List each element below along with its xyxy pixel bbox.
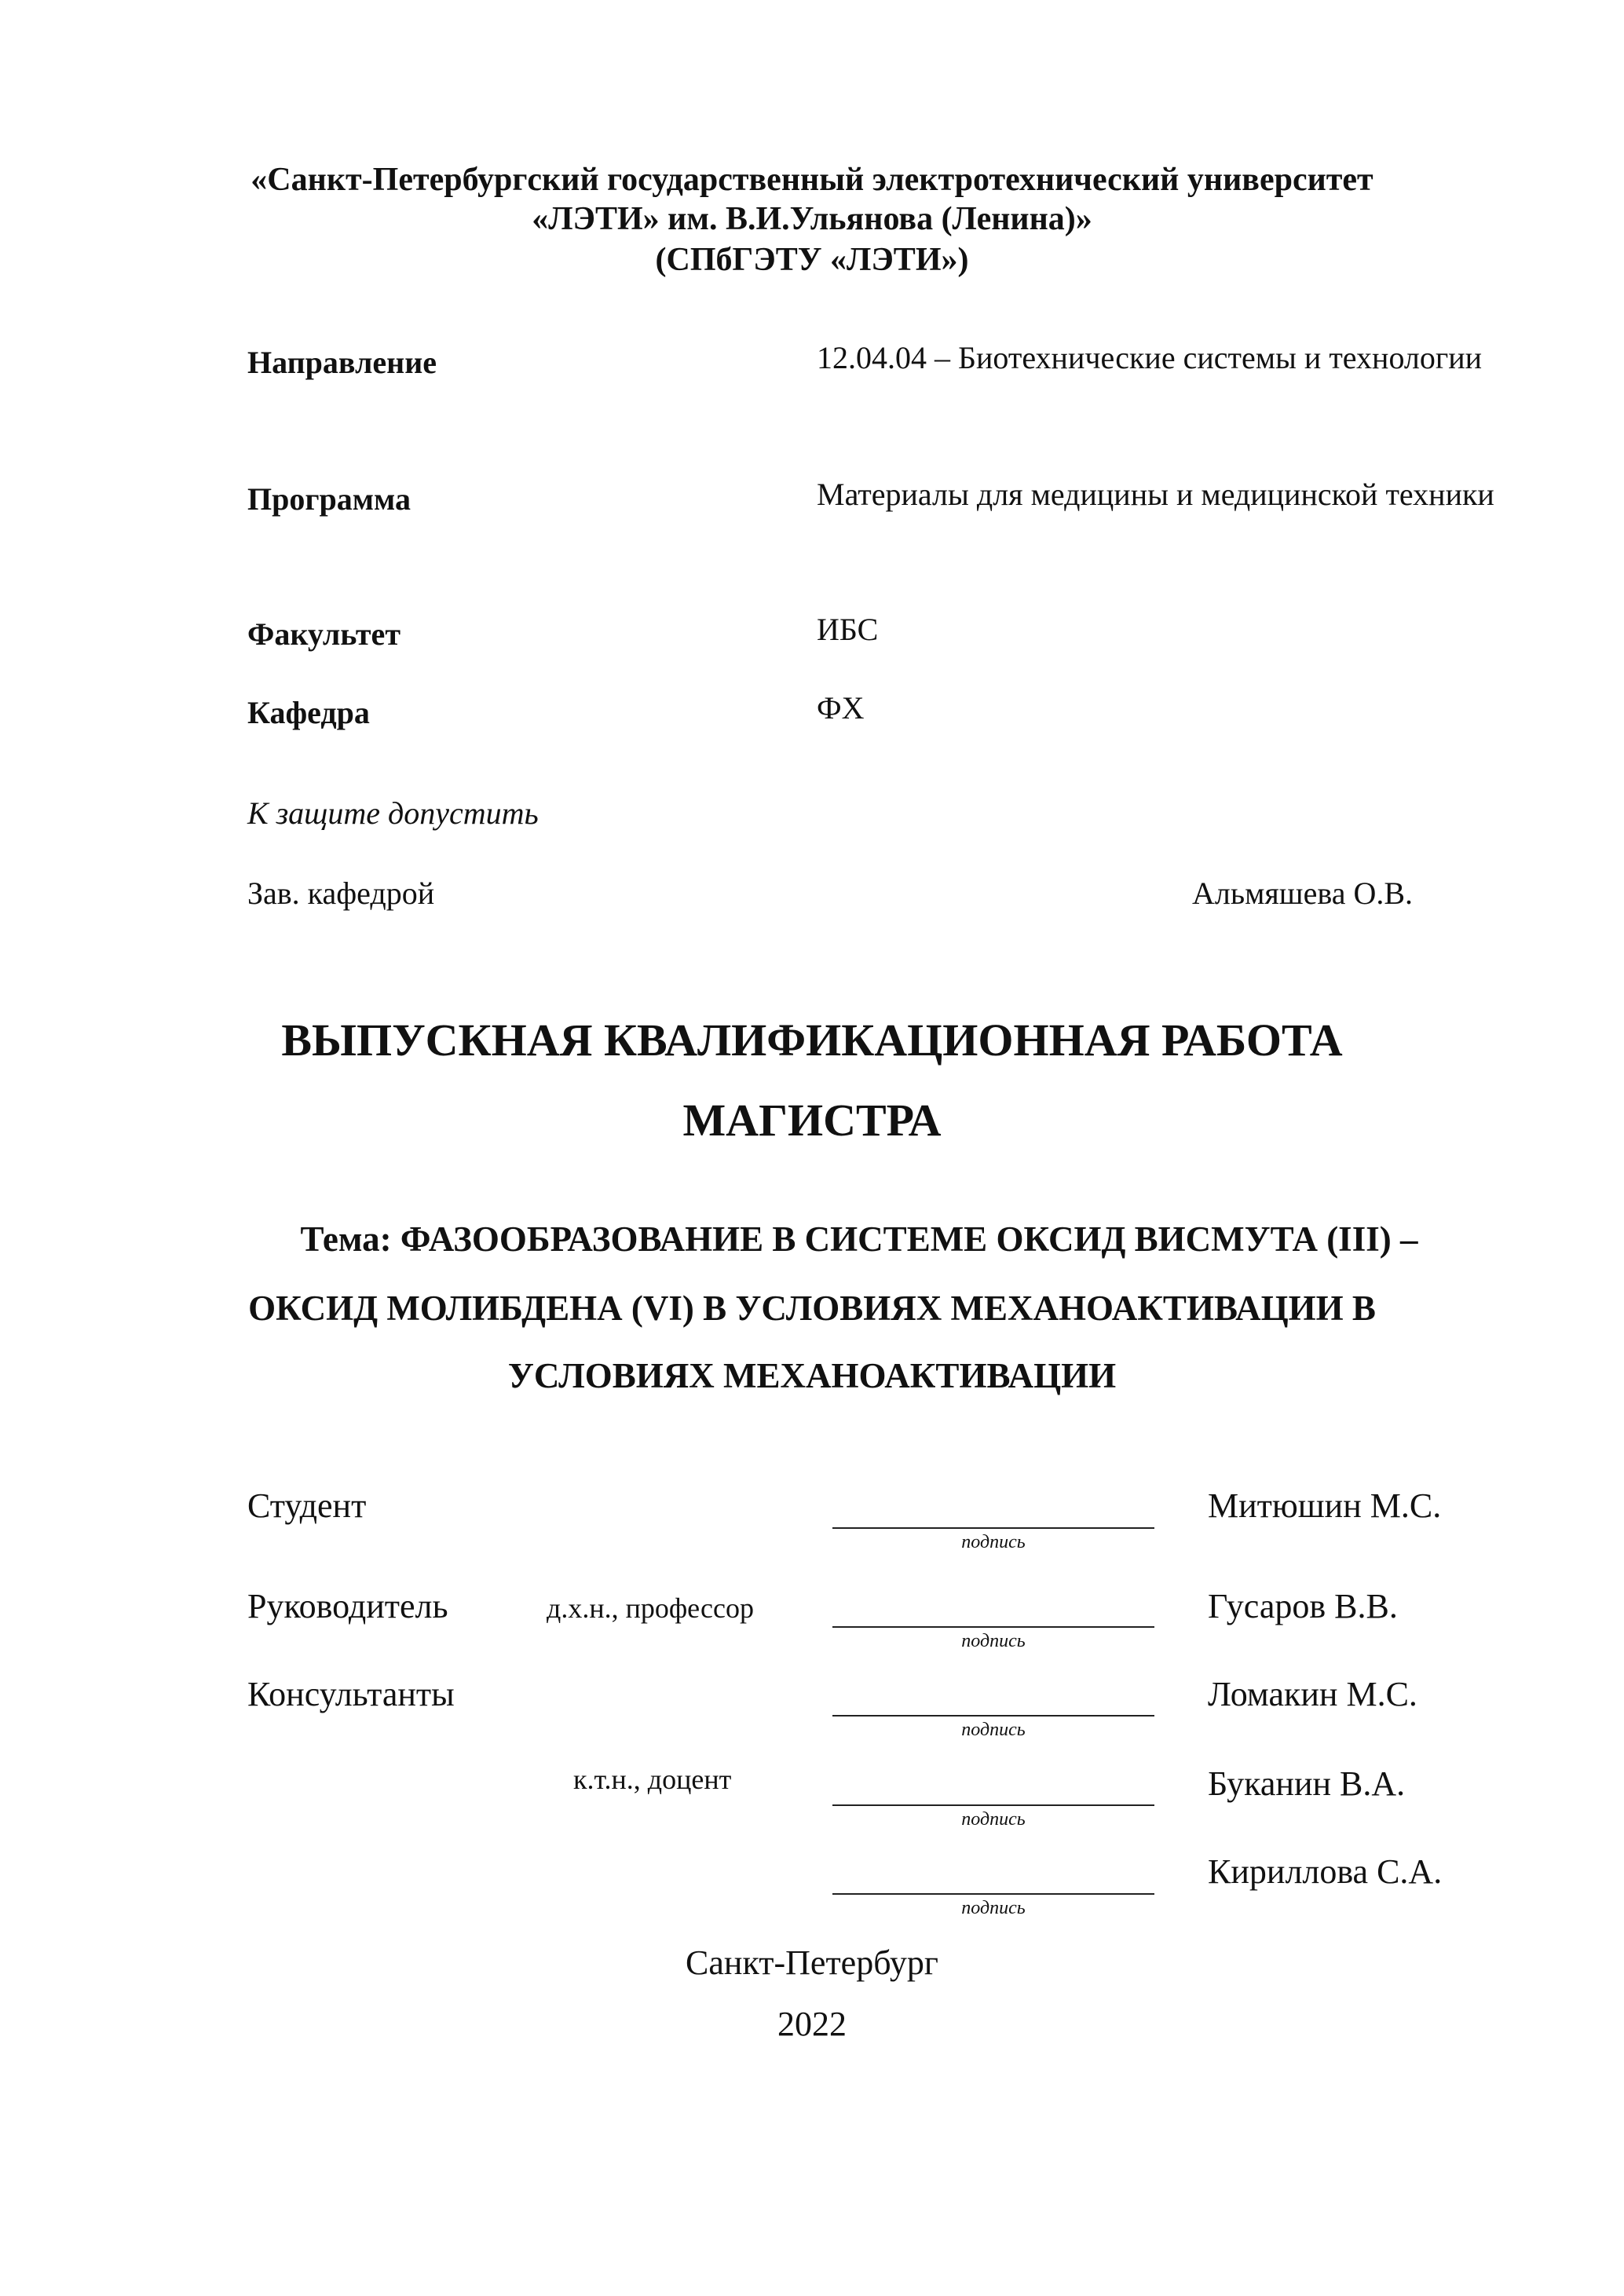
program-value: Материалы для медицины и медицинской техники <box>817 477 1494 512</box>
year: 2022 <box>777 2005 847 2043</box>
head-of-department-name: Альмяшева О.В. <box>1192 876 1414 911</box>
faculty-value: ИБС <box>817 612 879 647</box>
city: Санкт-Петербург <box>686 1943 938 1982</box>
faculty-label: Факультет <box>247 616 401 652</box>
consultant3-signature-hint: подпись <box>961 1898 1026 1918</box>
topic-line1: Тема: ФАЗООБРАЗОВАНИЕ В СИСТЕМЕ ОКСИД ВИСМУТА (III) – <box>300 1219 1418 1259</box>
consultants-label: Консультанты <box>247 1675 455 1713</box>
department-label: Кафедра <box>247 695 370 730</box>
student-name: Митюшин М.С. <box>1208 1486 1442 1525</box>
consultant1-signature-line <box>832 1715 1154 1717</box>
supervisor-name: Гусаров В.В. <box>1208 1587 1398 1625</box>
admit-to-defense: К защите допустить <box>247 795 539 831</box>
student-label: Студент <box>247 1486 367 1525</box>
university-name-line1: «Санкт-Петербургский государственный электротехнический университет <box>251 162 1373 198</box>
supervisor-label: Руководитель <box>247 1587 448 1625</box>
supervisor-signature-hint: подпись <box>961 1631 1026 1651</box>
thesis-title-line2: МАГИСТРА <box>682 1095 942 1146</box>
consultant2-name: Буканин В.А. <box>1208 1764 1406 1803</box>
consultant2-rank: к.т.н., доцент <box>573 1764 732 1795</box>
consultant1-name: Ломакин М.С. <box>1208 1675 1417 1713</box>
consultant3-signature-line <box>832 1893 1154 1895</box>
consultant2-signature-hint: подпись <box>961 1809 1026 1830</box>
head-of-department-label: Зав. кафедрой <box>247 876 435 911</box>
university-abbreviation: (СПбГЭТУ «ЛЭТИ») <box>655 242 969 278</box>
supervisor-signature-line <box>832 1626 1154 1628</box>
topic-line2: ОКСИД МОЛИБДЕНА (VI) В УСЛОВИЯХ МЕХАНОАКТИВАЦИИ В <box>248 1289 1376 1328</box>
topic-line3: УСЛОВИЯХ МЕХАНОАКТИВАЦИИ <box>507 1356 1117 1395</box>
student-signature-line <box>832 1527 1154 1529</box>
department-value: ФХ <box>817 690 865 726</box>
consultant3-name: Кириллова С.А. <box>1208 1852 1443 1891</box>
consultant1-signature-hint: подпись <box>961 1720 1026 1740</box>
program-label: Программа <box>247 481 411 517</box>
direction-value: 12.04.04 – Биотехнические системы и технологии <box>817 340 1483 375</box>
consultant2-signature-line <box>832 1804 1154 1806</box>
university-name-line2: «ЛЭТИ» им. В.И.Ульянова (Ленина)» <box>532 201 1092 237</box>
supervisor-rank: д.х.н., профессор <box>547 1592 755 1624</box>
direction-label: Направление <box>247 345 437 380</box>
thesis-title-line1: ВЫПУСКНАЯ КВАЛИФИКАЦИОННАЯ РАБОТА <box>281 1015 1343 1066</box>
student-signature-hint: подпись <box>961 1532 1026 1552</box>
